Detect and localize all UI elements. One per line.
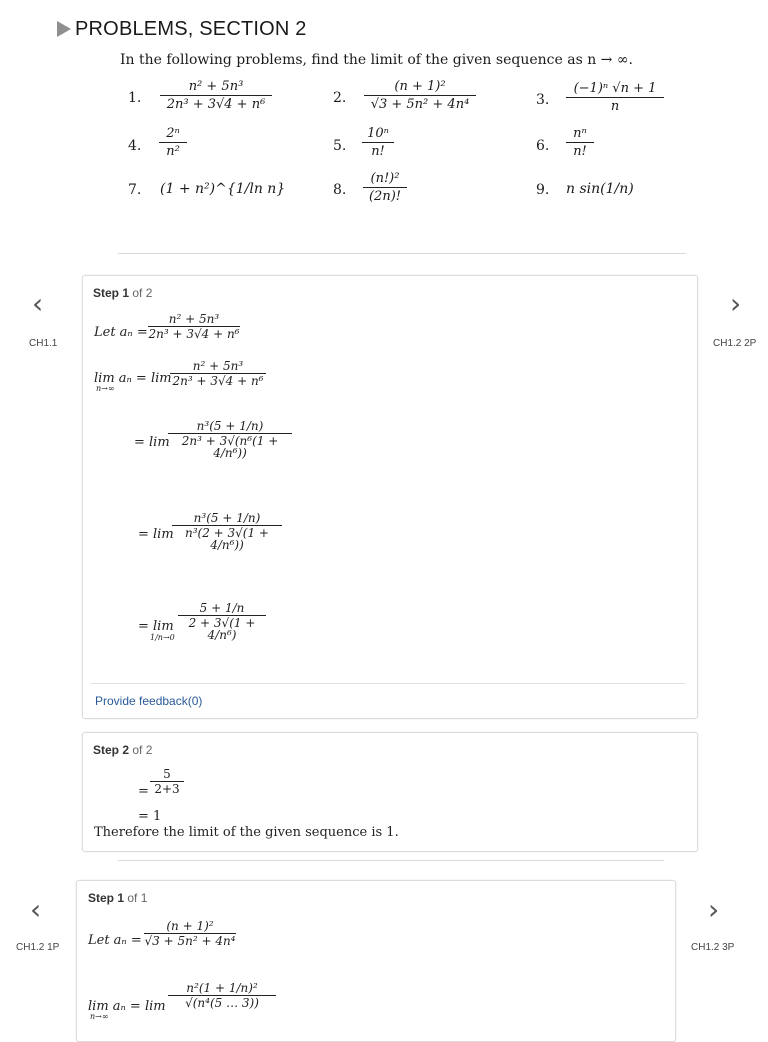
final-fraction: 5 + 1/n 2 + 3√(1 + 4/n⁶) (178, 602, 266, 641)
next-solution-link[interactable]: CH1.2 3P (691, 942, 735, 953)
problem-number: 3. (536, 92, 550, 108)
problem-3-fraction (566, 82, 664, 113)
problem-9-expression: n sin(1/n) (566, 181, 634, 197)
limit-subscript: n→∞ (96, 384, 115, 393)
problem-number: 8. (333, 182, 347, 198)
problem-4-fraction (159, 127, 187, 158)
limit-fraction: n²(1 + 1/n)² √(n⁴(5 … 3)) (168, 982, 276, 1009)
numerator: (−1)ⁿ √n + 1 (573, 81, 657, 96)
numerator: (n + 1)² (394, 79, 446, 94)
chevron-left-icon[interactable]: ‹ (30, 893, 42, 926)
page-title: PROBLEMS, SECTION 2 (75, 17, 307, 40)
numerator: (n!)² (370, 171, 400, 186)
section-header (57, 16, 307, 42)
problem-number: 7. (128, 182, 142, 198)
problem-6-fraction (566, 127, 594, 158)
provide-feedback-link[interactable]: Provide feedback(0) (95, 694, 203, 708)
card-divider (90, 683, 686, 684)
simplified-fraction: n³(5 + 1/n) n³(2 + 3√(1 + 4/n⁶)) (172, 512, 282, 551)
problem-number: 1. (128, 90, 142, 106)
problem-intro: In the following problems, find the limit of the given sequence as n → ∞. (120, 52, 633, 68)
limit-line: lim aₙ = lim (94, 371, 172, 386)
chevron-left-icon[interactable]: ‹ (32, 287, 44, 320)
limit-line: lim aₙ = lim (88, 999, 166, 1014)
limit-subscript: 1/n→0 (150, 633, 175, 642)
numerator: nⁿ (573, 126, 587, 141)
denominator: n (610, 99, 620, 114)
step-label: Step 1 of 2 (93, 286, 153, 300)
step-card (76, 880, 676, 1042)
result-fraction: 5 2+3 (150, 768, 184, 795)
problem-1-fraction (160, 80, 272, 111)
let-statement: Let aₙ = (94, 325, 148, 340)
result-value: = 1 (138, 809, 162, 824)
next-solution-link[interactable]: CH1.2 2P (713, 338, 757, 349)
section-divider (118, 860, 664, 861)
limit-fraction: n² + 5n³ 2n³ + 3√4 + n⁶ (170, 360, 266, 387)
equals-limit: = lim (138, 527, 174, 542)
sequence-fraction: (n + 1)² √3 + 5n² + 4n⁴ (144, 919, 236, 948)
denominator: (2n)! (368, 189, 401, 204)
problem-8-fraction (363, 172, 407, 203)
equals-limit: = lim (134, 435, 170, 450)
equals-limit: = lim (138, 619, 174, 634)
chevron-right-icon[interactable]: › (708, 893, 720, 926)
problem-5-fraction (362, 127, 394, 158)
numerator: 2ⁿ (166, 126, 180, 141)
prev-solution-link[interactable]: CH1.2 1P (16, 942, 60, 953)
numerator: 10ⁿ (367, 126, 389, 141)
problem-number: 9. (536, 182, 550, 198)
problem-7-expression: (1 + n²)^{1/ln n} (160, 181, 286, 197)
prev-solution-link[interactable]: CH1.1 (29, 338, 58, 349)
play-icon (57, 21, 71, 37)
step-label: Step 1 of 1 (88, 891, 148, 905)
factored-fraction: n³(5 + 1/n) 2n³ + 3√(n⁶(1 + 4/n⁶)) (168, 420, 292, 459)
denominator: n² (166, 144, 180, 159)
section-divider (118, 253, 686, 254)
chevron-right-icon[interactable]: › (730, 287, 742, 320)
problem-number: 2. (333, 90, 347, 106)
problem-number: 4. (128, 138, 142, 154)
denominator: n! (573, 144, 587, 159)
problem-2-fraction (364, 80, 476, 111)
equals-sign: = (138, 784, 149, 799)
problem-number: 5. (333, 138, 347, 154)
problem-number: 6. (536, 138, 550, 154)
step-card (82, 275, 698, 719)
numerator: n² + 5n³ (188, 79, 244, 94)
limit-subscript: n→∞ (90, 1012, 109, 1021)
sequence-fraction: n² + 5n³ 2n³ + 3√4 + n⁶ (148, 312, 240, 341)
step-label: Step 2 of 2 (93, 743, 153, 757)
conclusion-text: Therefore the limit of the given sequence is 1. (94, 825, 399, 840)
denominator: √3 + 5n² + 4n⁴ (370, 97, 470, 112)
let-statement: Let aₙ = (88, 933, 142, 948)
denominator: 2n³ + 3√4 + n⁶ (166, 97, 266, 112)
denominator: n! (371, 144, 385, 159)
